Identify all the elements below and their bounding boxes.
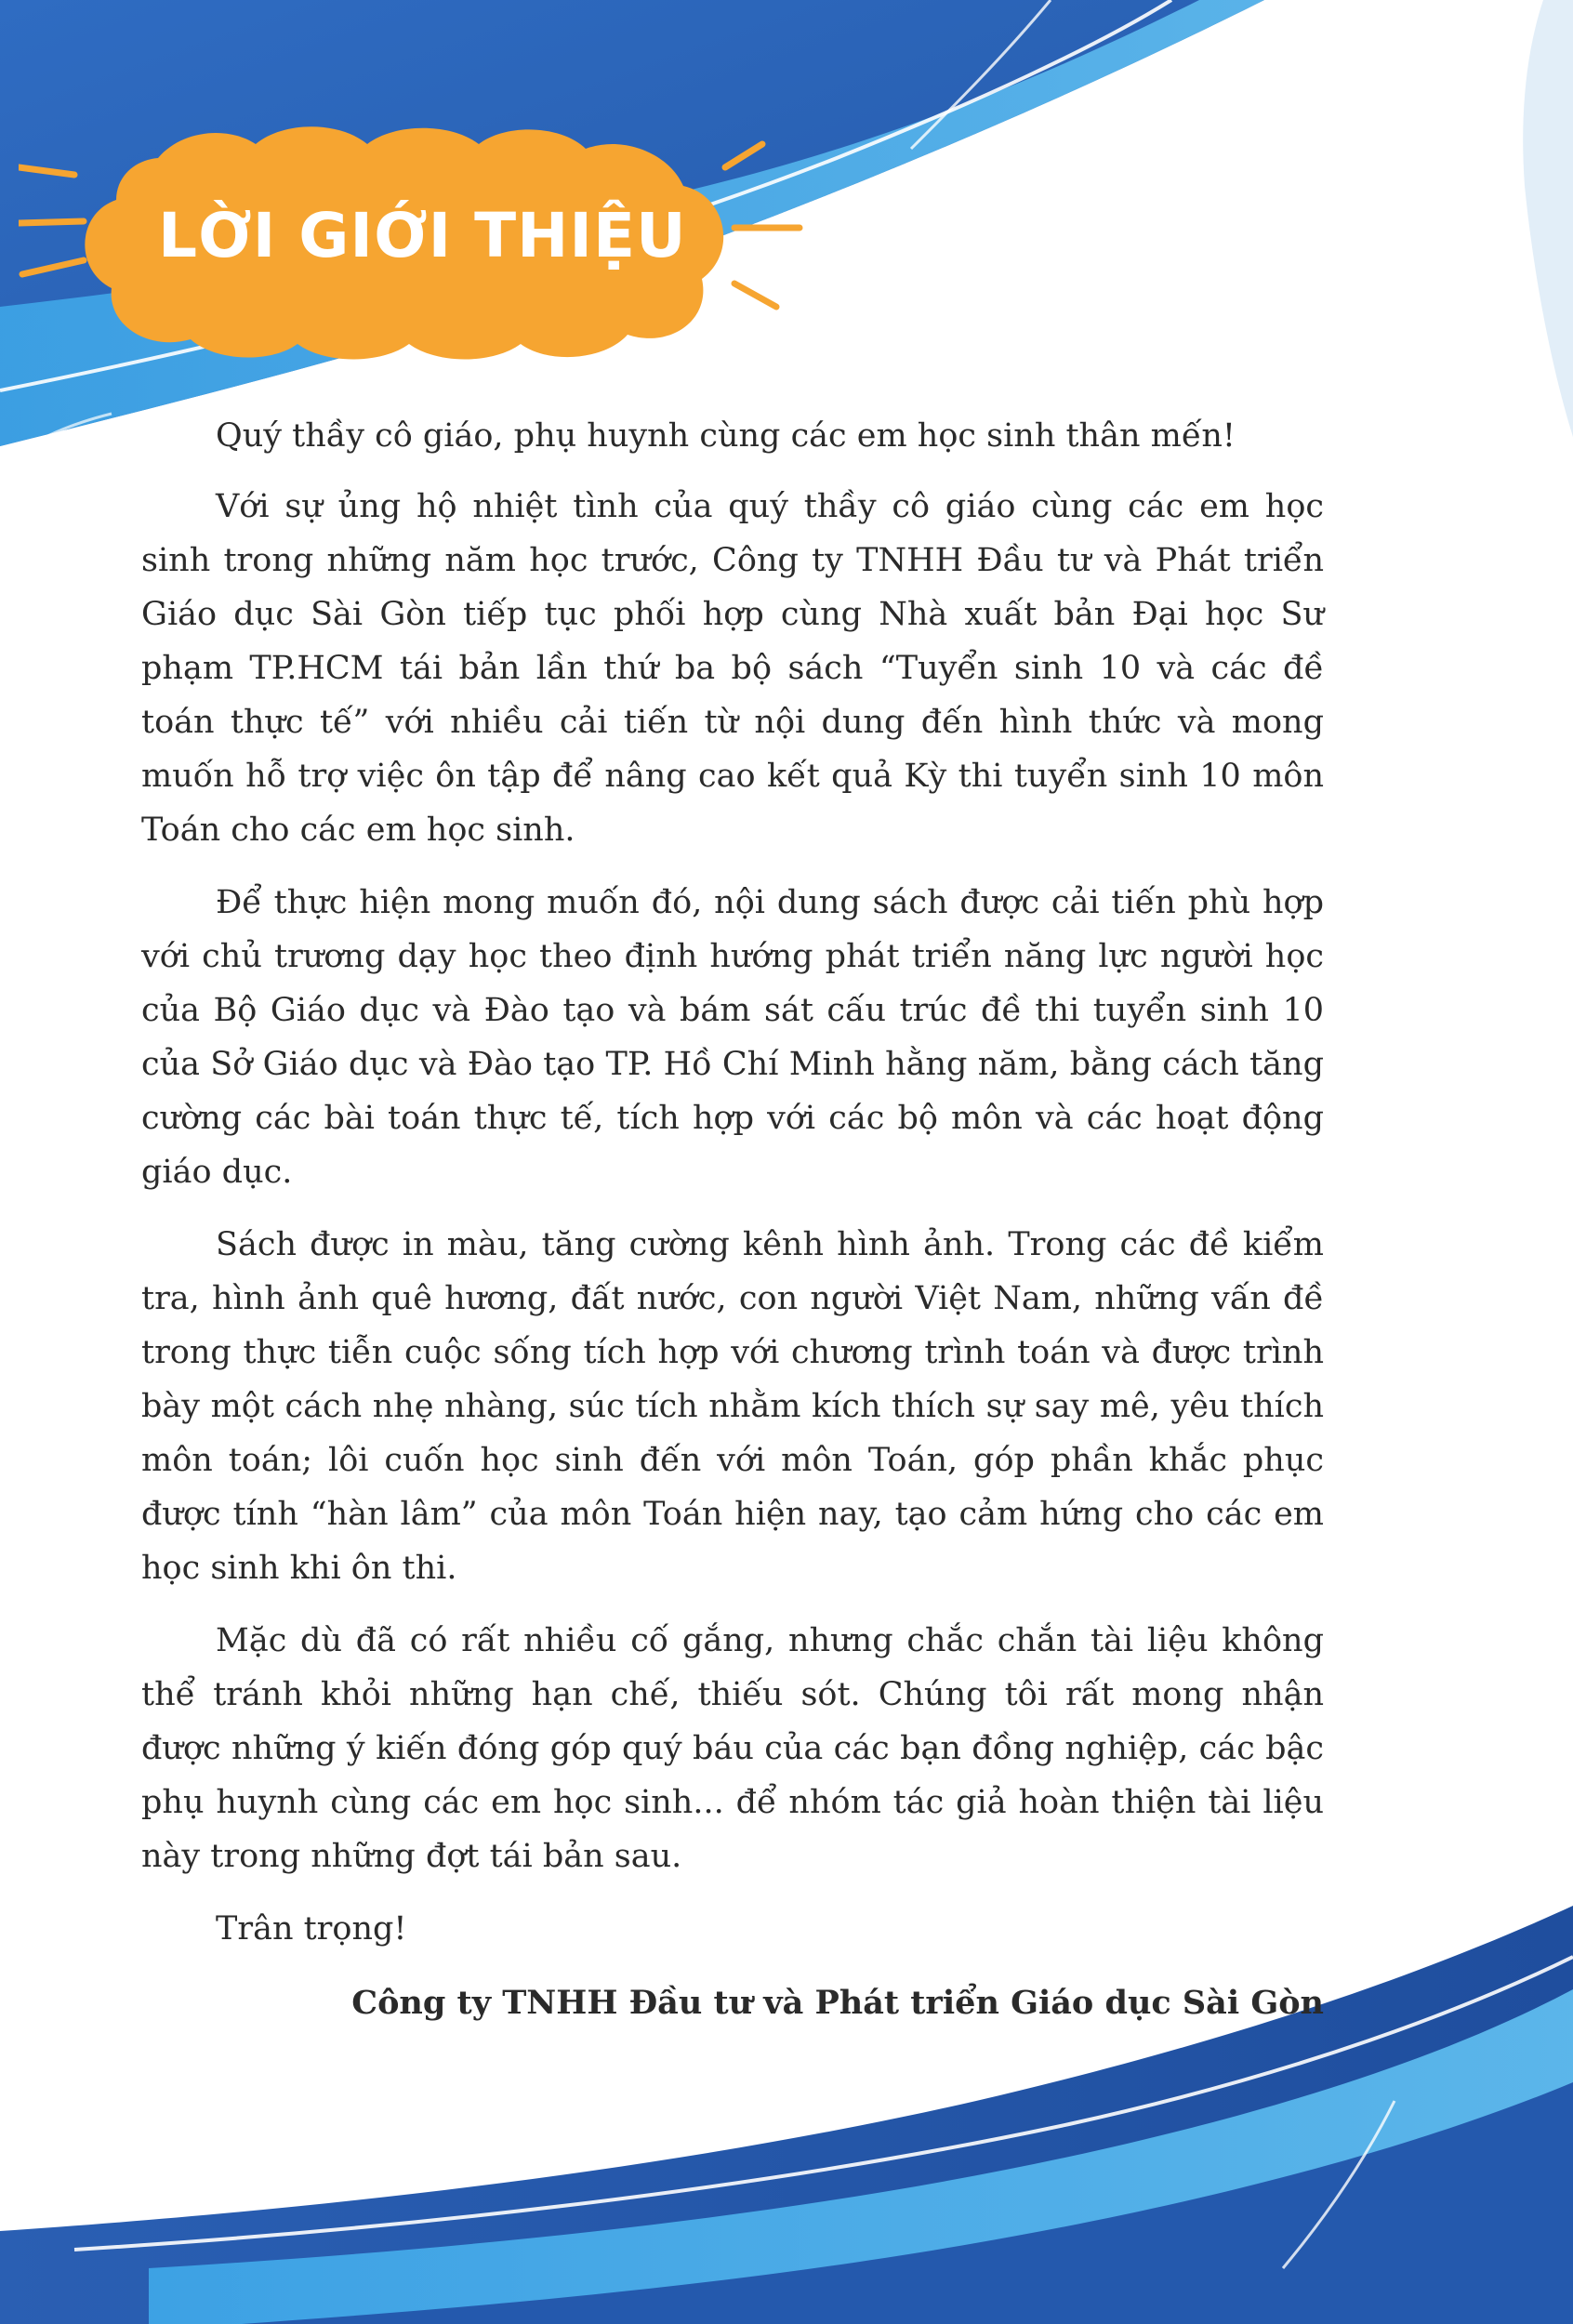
page-title: LỜI GIỚI THIỆU [158,200,687,271]
signature-line: Công ty TNHH Đầu tư và Phát triển Giáo dục Sài Gòn [351,1984,1324,2022]
paragraph-4: Mặc dù đã có rất nhiều cố gắng, nhưng chắc chắn tài liệu không thể tránh khỏi những hạn chế, thiếu sót. Chúng tôi rất mong nhận được những ý kiến đóng góp quý báu của các bạn đồng nghiệp, các bậc phụ huynh cùng các em học sinh... để nhóm tác giả hoàn thiện tài liệu này trong những đợt tái bản sau. [141,1622,1324,1875]
right-edge-decoration [1523,0,1573,437]
greeting-paragraph: Quý thầy cô giáo, phụ huynh cùng các em học sinh thân mến! [216,417,1236,455]
introduction-text [141,409,1324,2049]
closing-line: Trân trọng! [216,1910,407,1948]
paragraph-3: Sách được in màu, tăng cường kênh hình ảnh. Trong các đề kiểm tra, hình ảnh quê hương, đất nước, con người Việt Nam, những vấn đề trong thực tiễn cuộc sống tích hợp với chương trình toán và được trình bày một cách nhẹ nhàng, súc tích nhằm kích thích sự say mê, yêu thích môn toán; lôi cuốn học sinh đến với môn Toán, góp phần khắc phục được tính “hàn lâm” của môn Toán hiện nay, tạo cảm hứng cho các em học sinh khi ôn thi. [141,1226,1324,1587]
paragraph-1: Với sự ủng hộ nhiệt tình của quý thầy cô giáo cùng các em học sinh trong những năm học trước, Công ty TNHH Đầu tư và Phát triển Giáo dục Sài Gòn tiếp tục phối hợp cùng Nhà xuất bản Đại học Sư phạm TP.HCM tái bản lần thứ ba bộ sách “Tuyển sinh 10 và các đề toán thực tế” với nhiều cải tiến từ nội dung đến hình thức và mong muốn hỗ trợ việc ôn tập để nâng cao kết quả Kỳ thi tuyển sinh 10 môn Toán cho các em học sinh. [141,488,1324,849]
paragraph-2: Để thực hiện mong muốn đó, nội dung sách được cải tiến phù hợp với chủ trương dạy học theo định hướng phát triển năng lực người học của Bộ Giáo dục và Đào tạo và bám sát cấu trúc đề thi tuyển sinh 10 của Sở Giáo dục và Đào tạo TP. Hồ Chí Minh hằng năm, bằng cách tăng cường các bài toán thực tế, tích hợp với các bộ môn và các hoạt động giáo dục. [141,884,1324,1191]
title-badge [19,112,818,381]
